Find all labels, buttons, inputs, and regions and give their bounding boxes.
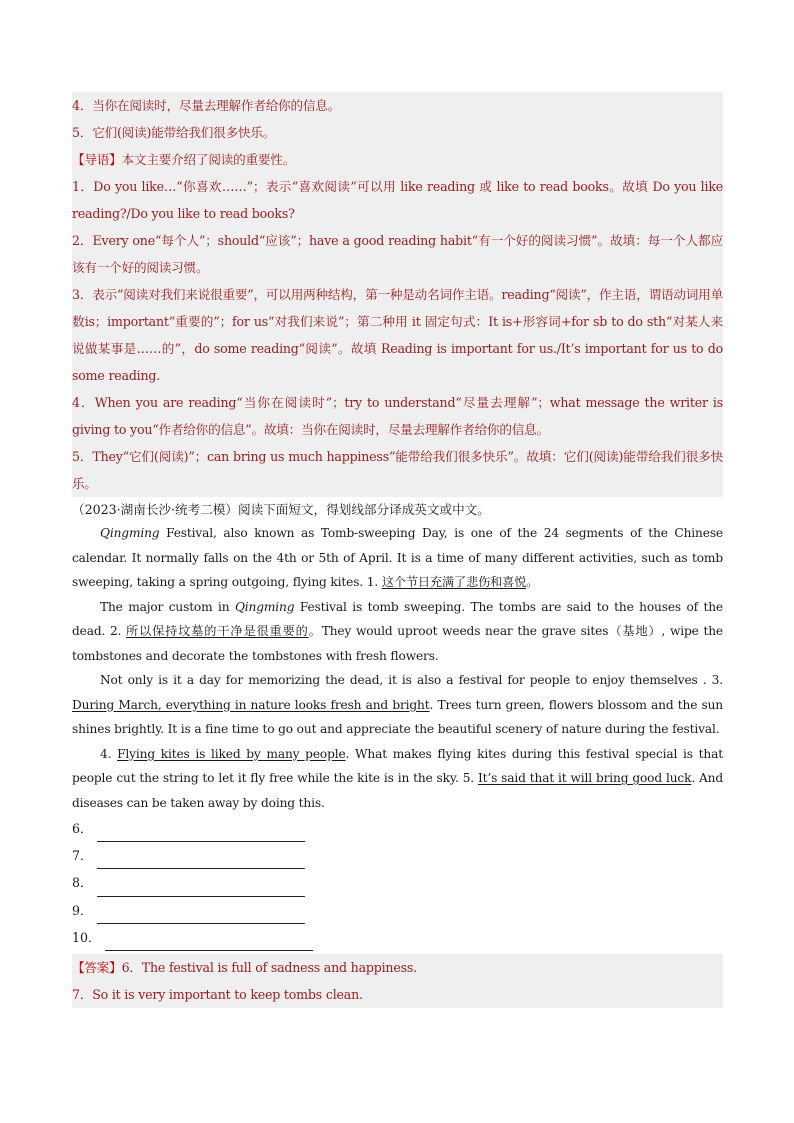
blank-answer-field[interactable]: [97, 906, 305, 924]
passage-paragraph-4: [72, 742, 723, 816]
explanation-3: 3．表示“阅读对我们来说很重要”，可以用两种结构，第一种是动名词作主语。reading“阅读”，作主语，谓语动词用单数is；important“重要的”；for us“对我们来说”；第二种用 it 固定句式：It is+形容词+for sb to do sth“对某人来说做某事是……的”，do some reading“阅读”。故填 Reading is important for us./It’s important for us to do some reading.: [72, 287, 723, 383]
answer-explanation-block: [72, 92, 723, 497]
blank-row: [72, 869, 723, 896]
blank-number: 6．: [72, 821, 93, 836]
source-line: （2023·湖南长沙·统考二模）阅读下面短文，得划线部分译成英文或中文。: [72, 502, 490, 517]
explanation-5: 5．They“它们(阅读)”；can bring us much happiness“能带给我们很多快乐”。故填：它们(阅读)能带给我们很多快乐。: [72, 449, 723, 491]
blank-answer-field[interactable]: [97, 879, 305, 897]
answer-key-block: [72, 954, 723, 1008]
passage-paragraph-2: [72, 595, 723, 669]
blank-row: [72, 897, 723, 924]
blank-number: 8．: [72, 875, 93, 891]
passage-text: 4.: [100, 746, 118, 761]
passage-text: Not only is it a day for memorizing the dead, it is also a festival for people to enjoy themselves . 3.: [100, 673, 723, 687]
answer-7: 7．So it is very important to keep tombs clean.: [72, 987, 363, 1003]
passage-text: . And diseases can be taken away by doing this.: [72, 771, 723, 810]
answer-6: [72, 954, 723, 981]
blank-answer-field[interactable]: [97, 851, 305, 869]
guide-text: 本文主要介绍了阅读的重要性。: [121, 152, 296, 167]
qingming-term: Qingming: [100, 526, 160, 540]
underlined-item-2: 所以保持坟墓的干净是很重要的: [126, 624, 309, 638]
blank-number: 7．: [72, 848, 93, 864]
passage-paragraph-3: [72, 668, 723, 742]
passage-text: 。They would uproot weeds near the grave sites（基地）, wipe the tombstones and decorate the tombstones with fresh flowers.: [72, 624, 723, 663]
underlined-item-3: During March, everything in nature looks fresh and bright: [72, 697, 430, 712]
underlined-item-5: It’s said that it will bring good luck: [477, 771, 692, 785]
blank-number: 9．: [72, 902, 93, 918]
reading-passage: [72, 521, 723, 815]
passage-text: . Trees turn green, flowers blossom and the sun shines brightly. It is a fine time to go out and appreciate the beautiful scenery of nature during the festival.: [72, 697, 723, 736]
answer-text: 6．The festival is full of sadness and happiness.: [121, 960, 417, 976]
passage-text: 。: [526, 575, 539, 589]
passage-text: Festival, also known as Tomb-sweeping Day, is one of the 24 segments of the Chinese calendar. It normally falls on the 4th or 5th of April. It is a time of many different activities, such as tomb sweeping, taking a spring outgoing, flying kites. 1.: [72, 526, 723, 589]
explanation-2: 2．Every one“每个人”；should“应该”；have a good reading habit“有一个好的阅读习惯”。故填：每一个人都应该有一个好的阅读习惯。: [72, 233, 723, 275]
underlined-item-1: 这个节日充满了悲伤和喜悦: [381, 575, 527, 589]
page-content: [72, 92, 723, 1008]
answer-tag: 【答案】: [72, 960, 122, 976]
passage-text: Festival is tomb sweeping. The tombs are said to the houses of the dead. 2.: [72, 599, 723, 638]
top-answer-4: 4．当你在阅读时，尽量去理解作者给你的信息。: [72, 98, 341, 113]
passage-text: The major custom in: [100, 599, 235, 614]
passage-paragraph-1: [72, 521, 723, 595]
explanation-1: 1．Do you like…“你喜欢……”；表示“喜欢阅读”可以用 like reading 或 like to read books。故填 Do you like reading?/Do you like to read books?: [72, 179, 723, 221]
qingming-term: Qingming: [234, 599, 295, 614]
blank-row: [72, 815, 723, 842]
blank-number: 10．: [72, 929, 101, 945]
blank-row: [72, 924, 723, 951]
blank-answer-field[interactable]: [105, 933, 313, 951]
explanation-4: 4．When you are reading“当你在阅读时”；try to understand“尽量去理解”；what message the writer is giving to you“作者给你的信息”。故填：当你在阅读时，尽量去理解作者给你的信息。: [72, 395, 723, 437]
blank-row: [72, 842, 723, 869]
underlined-item-4: Flying kites is liked by many people: [117, 746, 346, 761]
blank-answer-field[interactable]: [97, 824, 305, 842]
guide-tag: 【导语】: [72, 152, 122, 167]
answer-blanks: [72, 815, 723, 951]
top-answer-5: 5．它们(阅读)能带给我们很多快乐。: [72, 125, 276, 140]
passage-text: . What makes flying kites during this festival special is that people cut the string to let it fly free while the kite is in the sky. 5.: [72, 746, 723, 785]
guide-line: [72, 146, 723, 173]
